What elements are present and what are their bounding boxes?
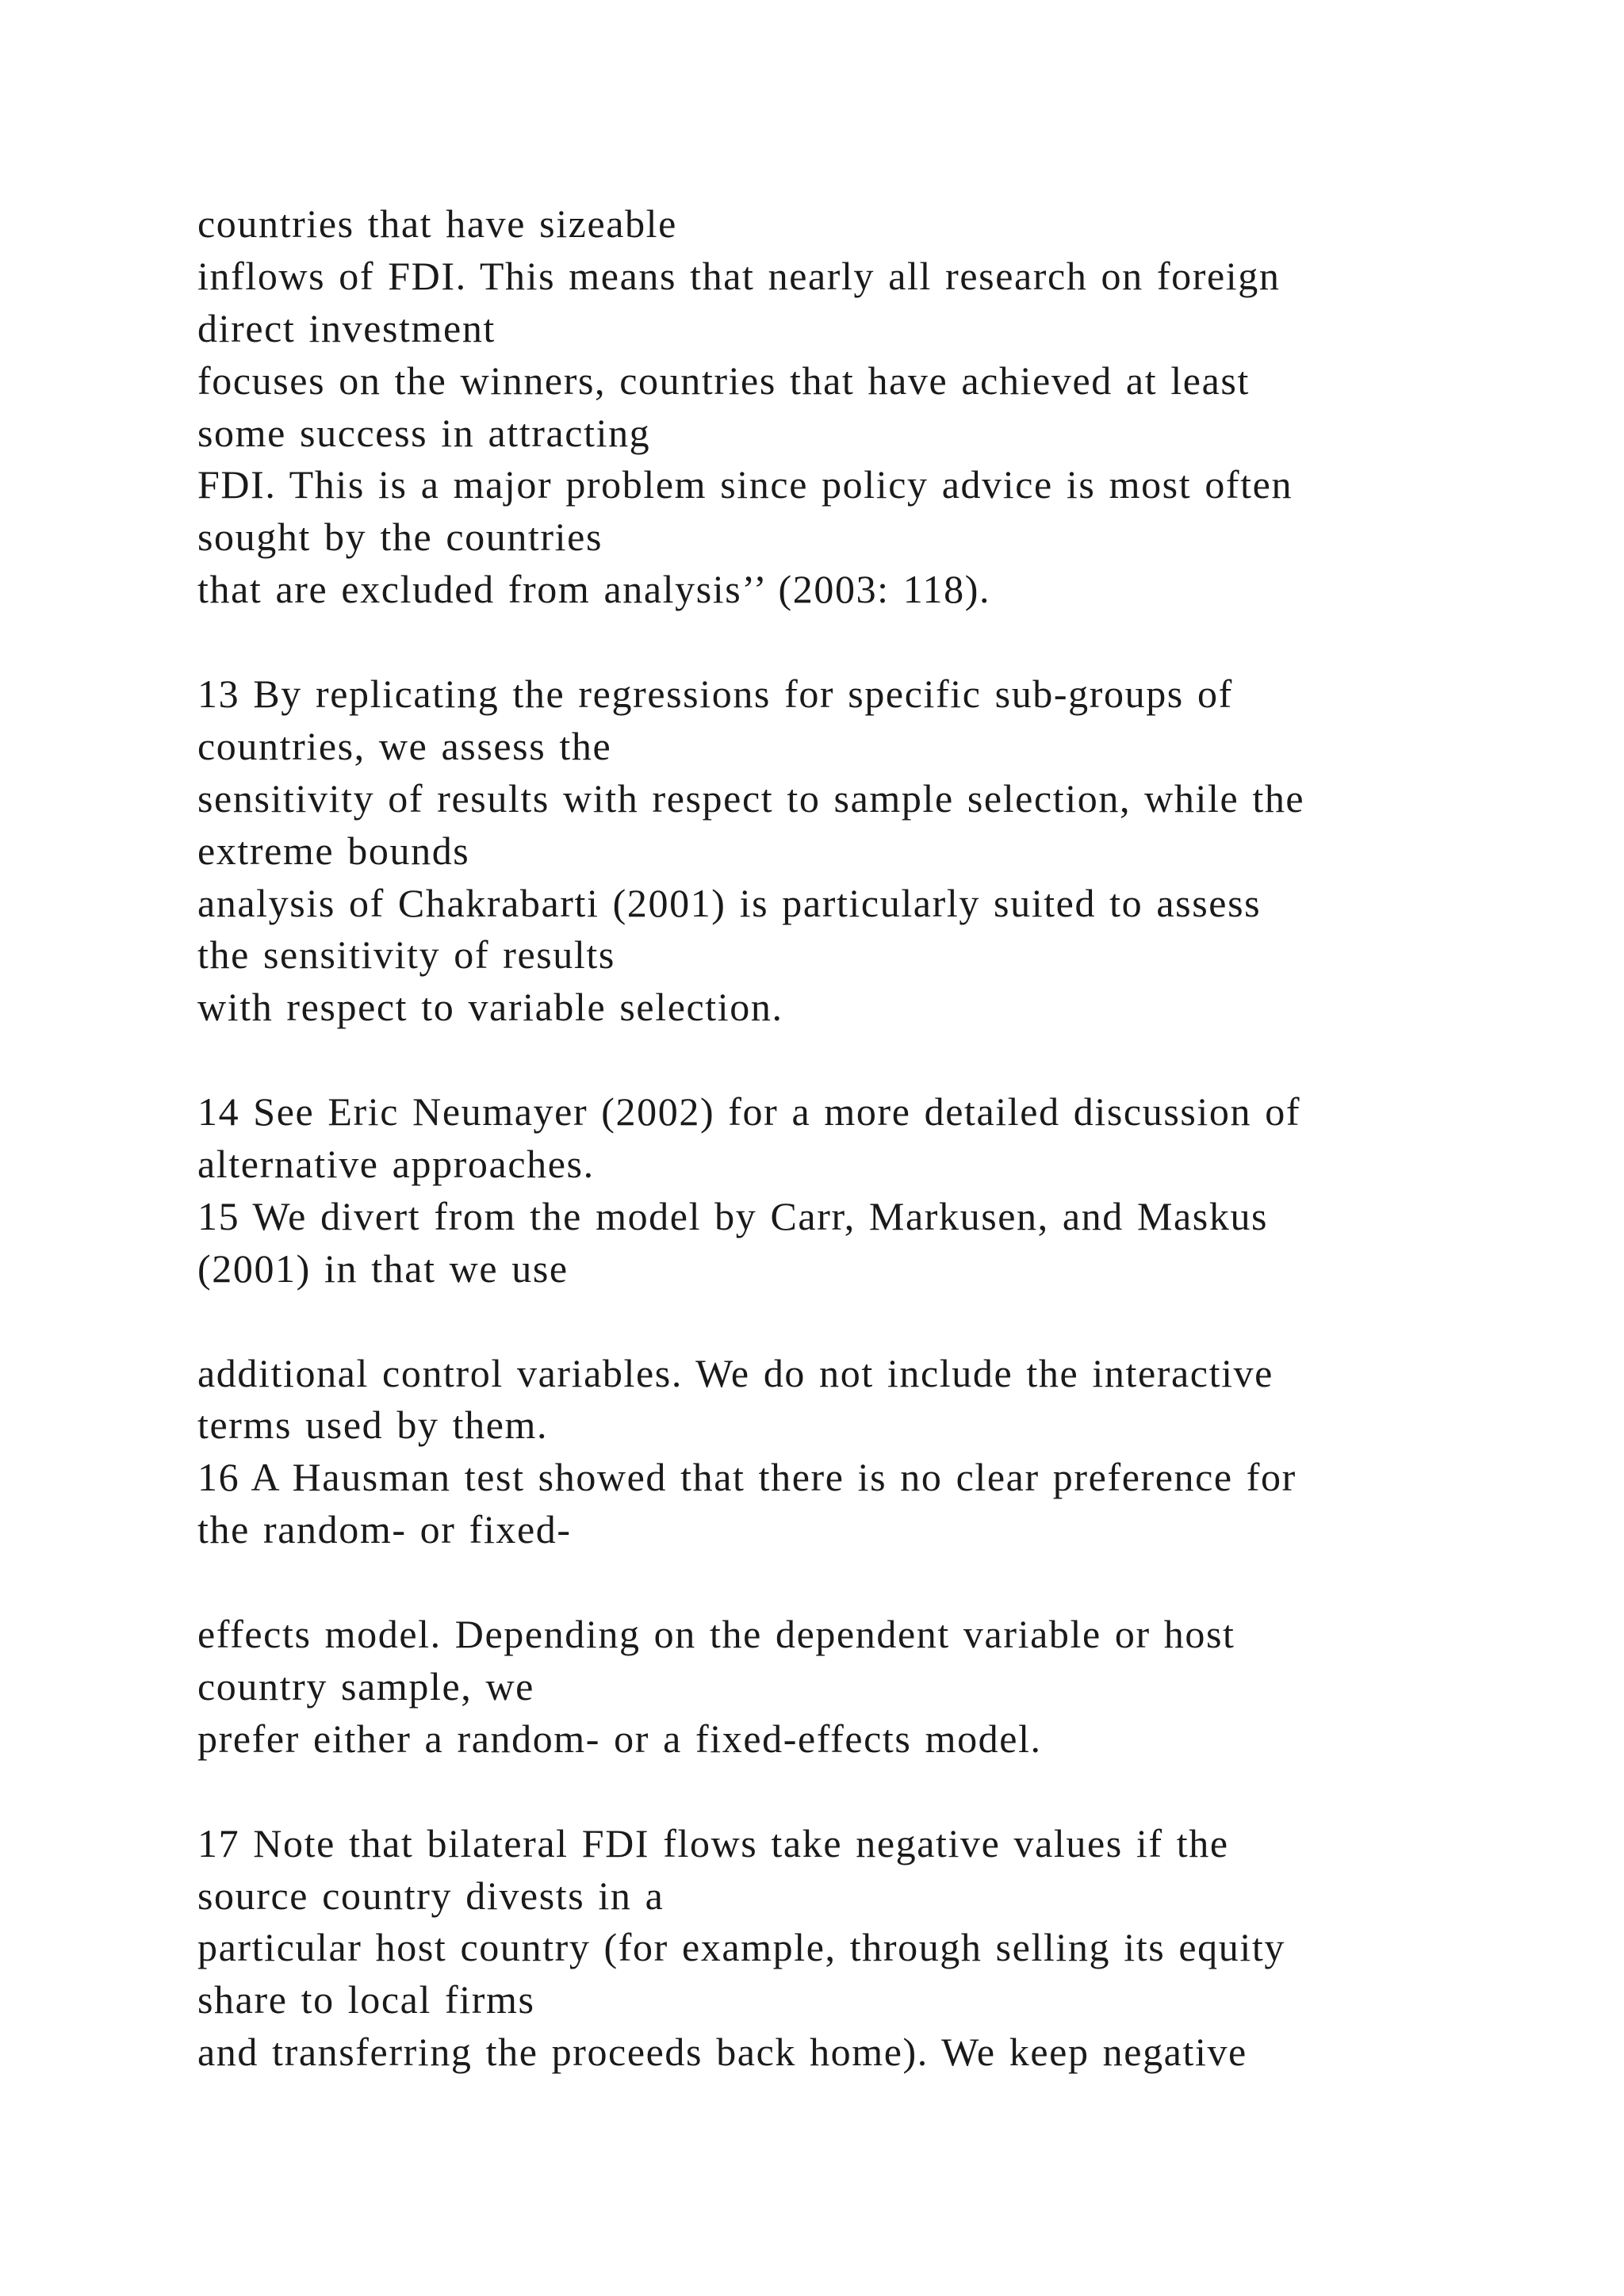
text-line: source country divests in a — [197, 1873, 665, 1918]
blank-line — [197, 616, 1593, 668]
text-line: FDI. This is a major problem since policy advice is most often — [197, 462, 1293, 507]
text-line: inflows of FDI. This means that nearly all research on foreign — [197, 253, 1281, 298]
text-line: share to local firms — [197, 1977, 535, 2022]
blank-line — [197, 1766, 1593, 1818]
footnote-14-line: 14 See Eric Neumayer (2002) for a more detailed discussion of — [197, 1089, 1301, 1135]
text-line: alternative approaches. — [197, 1142, 595, 1187]
footnote-15-line: 15 We divert from the model by Carr, Markusen, and Maskus — [197, 1193, 1269, 1238]
text-line: sensitivity of results with respect to sample selection, while the — [197, 775, 1305, 821]
text-line: that are excluded from analysis’’ (2003: 118). — [197, 567, 991, 612]
text-line: prefer either a random- or a fixed-effects model. — [197, 1716, 1042, 1761]
footnote-17-line: 17 Note that bilateral FDI flows take negative values if the — [197, 1820, 1229, 1866]
text-line: country sample, we — [197, 1663, 534, 1709]
body-text — [197, 198, 1593, 2079]
blank-line — [197, 1034, 1593, 1086]
text-line: the random- or fixed- — [197, 1507, 572, 1552]
text-line: analysis of Chakrabarti (2001) is particularly suited to assess — [197, 880, 1262, 925]
blank-line — [197, 1295, 1593, 1348]
footnote-16-line: 16 A Hausman test showed that there is no clear preference for — [197, 1455, 1297, 1500]
text-line: (2001) in that we use — [197, 1246, 569, 1291]
text-line: particular host country (for example, through selling its equity — [197, 1925, 1285, 1970]
text-line: with respect to variable selection. — [197, 985, 783, 1030]
text-line: countries, we assess the — [197, 723, 612, 768]
blank-line — [197, 1556, 1593, 1609]
text-line: additional control variables. We do not include the interactive — [197, 1350, 1274, 1395]
text-line: terms used by them. — [197, 1402, 549, 1448]
text-line: and transferring the proceeds back home). We keep negative — [197, 2030, 1247, 2075]
text-line: countries that have sizeable — [197, 201, 677, 246]
footnote-13-line: 13 By replicating the regressions for specific sub-groups of — [197, 672, 1233, 717]
text-line: the sensitivity of results — [197, 932, 615, 978]
text-line: effects model. Depending on the dependent variable or host — [197, 1612, 1235, 1657]
text-line: sought by the countries — [197, 515, 603, 560]
text-line: direct investment — [197, 305, 496, 350]
text-line: focuses on the winners, countries that have achieved at least — [197, 358, 1250, 403]
text-line: some success in attracting — [197, 410, 651, 455]
text-line: extreme bounds — [197, 828, 470, 873]
